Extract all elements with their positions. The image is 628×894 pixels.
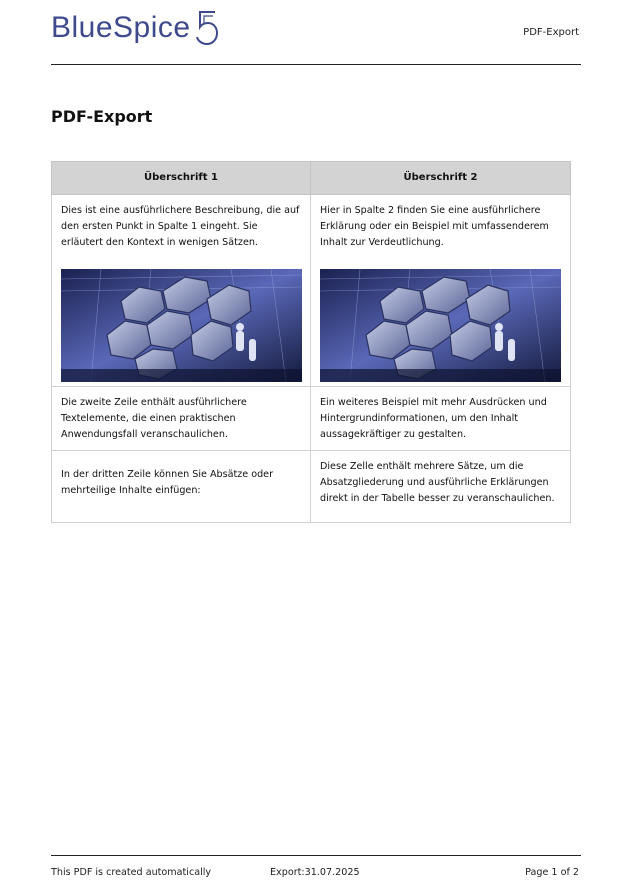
bluespice-logo: [51, 8, 219, 48]
table-row: [52, 387, 571, 451]
footer-created-note: This PDF is created automatically: [51, 867, 212, 878]
header-divider: [51, 64, 581, 65]
table-cell: [52, 195, 311, 387]
table-header-row: [52, 162, 571, 195]
footer-export-date: Export:31.07.2025: [270, 867, 360, 878]
table-cell: [52, 451, 311, 523]
table-header-cell-2: Überschrift 2: [311, 162, 571, 195]
header-doc-label: PDF-Export: [523, 27, 579, 38]
table-row: [52, 195, 571, 387]
page-title: PDF-Export: [51, 107, 153, 126]
table-header-cell-1: Überschrift 1: [52, 162, 311, 195]
table-cell: [311, 195, 571, 387]
cell-text: Dies ist eine ausführlichere Beschreibung, die auf den ersten Punkt in Spalte 1 eingeht. Sie erläutert den Kontext in wenigen Sätzen.: [61, 205, 300, 248]
table-row: [52, 451, 571, 523]
footer-divider: [51, 855, 581, 856]
table-cell: [311, 451, 571, 523]
table-cell: [52, 387, 311, 451]
cell-text: Die zweite Zeile enthält ausführlichere Textelemente, die einen praktischen Anwendungsfall veranschaulichen.: [61, 397, 247, 440]
telescope-mirror-photo: [320, 269, 561, 382]
footer-page-number: Page 1 of 2: [525, 867, 579, 878]
cell-text: Diese Zelle enthält mehrere Sätze, um die Absatzgliederung und ausführliche Erklärungen direkt in der Tabelle besser zu veranschaulichen.: [320, 461, 555, 504]
content-table: [51, 161, 571, 523]
logo-wordmark: BlueSpice: [51, 11, 191, 44]
cell-text: In der dritten Zeile können Sie Absätze oder mehrteilige Inhalte einfügen:: [61, 469, 274, 496]
table-cell: [311, 387, 571, 451]
cell-text: Ein weiteres Beispiel mit mehr Ausdrücken und Hintergrundinformationen, um den Inhalt aussagekräftiger zu gestalten.: [320, 397, 547, 440]
logo-number-five: [195, 10, 219, 46]
telescope-mirror-photo: [61, 269, 302, 382]
cell-text: Hier in Spalte 2 finden Sie eine ausführlichere Erklärung oder ein Beispiel mit umfassenderem Inhalt zur Verdeutlichung.: [320, 205, 549, 248]
